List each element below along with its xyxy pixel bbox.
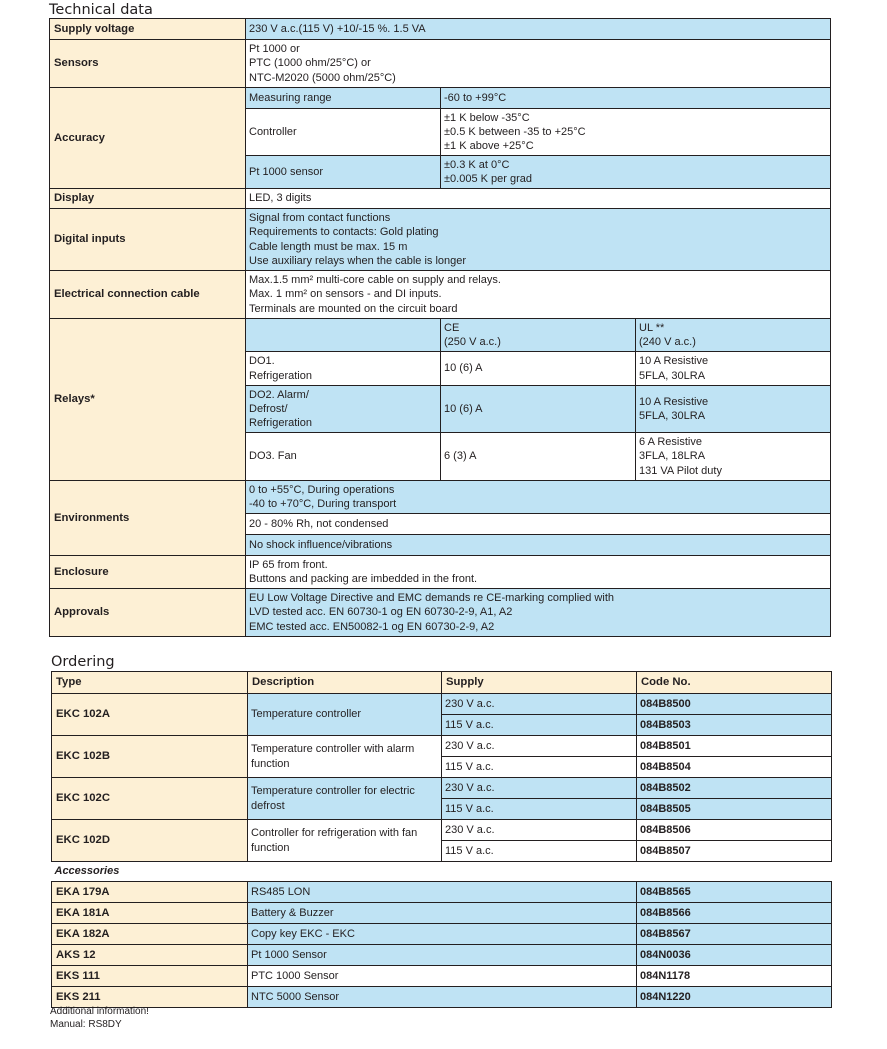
sensors-line: PTC (1000 ohm/25°C) or <box>249 57 371 70</box>
product-type: EKC 102A <box>52 694 248 736</box>
accessory-code: 084N1220 <box>637 987 832 1008</box>
accessory-description: RS485 LON <box>248 882 637 903</box>
accessory-code: 084N0036 <box>637 945 832 966</box>
ul-header-line: (240 V a.c.) <box>639 336 696 348</box>
product-code: 084B8501 <box>637 736 832 757</box>
product-supply: 115 V a.c. <box>442 841 637 862</box>
description-line: Controller for refrigeration with fan <box>251 827 418 840</box>
accessory-type: EKA 181A <box>52 903 248 924</box>
description-line: defrost <box>251 799 285 812</box>
accessory-code: 084B8566 <box>637 903 832 924</box>
relay-ul-line: 6 A Resistive <box>639 436 702 449</box>
product-row <box>52 820 832 841</box>
accessory-row <box>52 945 832 966</box>
product-code: 084B8503 <box>637 715 832 736</box>
row-sensors <box>50 40 831 88</box>
header-type: Type <box>52 672 248 694</box>
ce-header-line: (250 V a.c.) <box>444 336 501 348</box>
electrical-cable-label: Electrical connection cable <box>50 271 246 319</box>
description-line: Temperature controller for electric <box>251 785 415 798</box>
product-description <box>248 778 442 820</box>
relay-name-line: DO3. Fan <box>249 450 297 463</box>
supply-voltage-label: Supply voltage <box>50 19 246 40</box>
controller-accuracy-value <box>441 109 831 156</box>
ordering-header-row <box>52 672 832 694</box>
product-code: 084B8506 <box>637 820 832 841</box>
digital-inputs-line: Requirements to contacts: Gold plating <box>249 226 439 239</box>
relay-name <box>246 352 441 386</box>
technical-data-title: Technical data <box>49 2 153 18</box>
relays-label: Relays* <box>50 319 246 481</box>
technical-data-table <box>49 18 831 637</box>
accuracy-line: ±0.5 K between -35 to +25°C <box>444 125 586 138</box>
product-type: EKC 102B <box>52 736 248 778</box>
measuring-range-value: -60 to +99°C <box>441 88 831 109</box>
enclosure-line: IP 65 from front. <box>249 558 328 571</box>
measuring-range-label: Measuring range <box>246 88 441 109</box>
ordering-title: Ordering <box>51 654 115 670</box>
accessory-description: Pt 1000 Sensor <box>248 945 637 966</box>
accuracy-line: ±0.005 K per grad <box>444 173 532 185</box>
relay-ul-line: 5FLA, 30LRA <box>639 369 706 382</box>
description-line: Temperature controller <box>251 708 362 721</box>
environments-temperature <box>246 481 831 514</box>
product-code: 084B8502 <box>637 778 832 799</box>
ce-header-line: CE <box>444 321 460 334</box>
digital-inputs-line: Signal from contact functions <box>249 211 391 224</box>
accessory-description: Battery & Buzzer <box>248 903 637 924</box>
product-description <box>248 736 442 778</box>
product-supply: 230 V a.c. <box>442 778 637 799</box>
approvals-line: LVD tested acc. EN 60730-1 og EN 60730-2-9, A1, A2 <box>249 606 513 619</box>
accessory-type: AKS 12 <box>52 945 248 966</box>
relay-ul-value <box>636 352 831 386</box>
accessory-row <box>52 966 832 987</box>
accessory-row <box>52 903 832 924</box>
relay-name-line: Refrigeration <box>249 417 312 430</box>
environment-line: -40 to +70°C, During transport <box>249 498 397 510</box>
cable-line: Max. 1 mm² on sensors - and DI inputs. <box>249 288 442 301</box>
approvals-label: Approvals <box>50 589 246 637</box>
ordering-table <box>51 671 832 1008</box>
relay-ul-value <box>636 386 831 433</box>
header-description: Description <box>248 672 442 694</box>
accessory-description: Copy key EKC - EKC <box>248 924 637 945</box>
relay-ul-line: 5FLA, 30LRA <box>639 410 706 422</box>
row-enclosure <box>50 556 831 589</box>
row-supply-voltage <box>50 19 831 40</box>
relay-ul-line: 3FLA, 18LRA <box>639 450 706 463</box>
manual-reference: Manual: RS8DY <box>50 1019 122 1030</box>
digital-inputs-label: Digital inputs <box>50 209 246 271</box>
digital-inputs-line: Use auxiliary relays when the cable is longer <box>249 254 467 267</box>
product-row <box>52 694 832 715</box>
product-supply: 230 V a.c. <box>442 820 637 841</box>
relays-ce-header <box>441 319 636 352</box>
accessories-title: Accessories <box>52 862 832 882</box>
accessory-type: EKS 111 <box>52 966 248 987</box>
accessories-title-row <box>52 862 832 882</box>
relays-ul-header <box>636 319 831 352</box>
relay-ul-line: 10 A Resistive <box>639 395 709 408</box>
relay-name-line: Refrigeration <box>249 369 312 382</box>
relay-ce-value: 6 (3) A <box>441 433 636 481</box>
accessory-code: 084B8567 <box>637 924 832 945</box>
relay-ce-value: 10 (6) A <box>441 352 636 386</box>
accessory-type: EKA 179A <box>52 882 248 903</box>
product-row <box>52 736 832 757</box>
accessory-row <box>52 882 832 903</box>
description-line: Temperature controller with alarm <box>251 743 415 756</box>
header-code: Code No. <box>637 672 832 694</box>
row-display <box>50 189 831 209</box>
product-row <box>52 778 832 799</box>
accessory-row <box>52 987 832 1008</box>
controller-accuracy-label: Controller <box>246 109 441 156</box>
relay-ce-value: 10 (6) A <box>441 386 636 433</box>
product-type: EKC 102C <box>52 778 248 820</box>
approvals-line: EMC tested acc. EN50082-1 og EN 60730-2-9, A2 <box>249 620 495 633</box>
row-accuracy-measuring-range <box>50 88 831 109</box>
supply-voltage-value: 230 V a.c.(115 V) +10/-15 %. 1.5 VA <box>246 19 831 40</box>
row-electrical-cable <box>50 271 831 319</box>
ul-header-line: UL ** <box>639 321 665 334</box>
display-value: LED, 3 digits <box>246 189 831 209</box>
accuracy-line: ±1 K above +25°C <box>444 140 534 153</box>
accessory-row <box>52 924 832 945</box>
product-supply: 115 V a.c. <box>442 715 637 736</box>
environment-line: 0 to +55°C, During operations <box>249 483 395 496</box>
row-digital-inputs <box>50 209 831 271</box>
cable-line: Max.1.5 mm² multi-core cable on supply and relays. <box>249 274 501 287</box>
relay-ul-line: 131 VA Pilot duty <box>639 464 722 477</box>
product-code: 084B8504 <box>637 757 832 778</box>
relay-name-line: DO2. Alarm/ <box>249 388 309 401</box>
accessory-description: PTC 1000 Sensor <box>248 966 637 987</box>
sensors-line: Pt 1000 or <box>249 43 300 56</box>
product-code: 084B8500 <box>637 694 832 715</box>
relay-ul-line: 10 A Resistive <box>639 355 709 368</box>
product-supply: 115 V a.c. <box>442 799 637 820</box>
row-relays-header <box>50 319 831 352</box>
product-type: EKC 102D <box>52 820 248 862</box>
display-label: Display <box>50 189 246 209</box>
product-supply: 230 V a.c. <box>442 736 637 757</box>
product-description <box>248 820 442 862</box>
accessory-code: 084B8565 <box>637 882 832 903</box>
product-supply: 230 V a.c. <box>442 694 637 715</box>
sensors-value <box>246 40 831 88</box>
relay-name-line: DO1. <box>249 355 275 368</box>
accuracy-label: Accuracy <box>50 88 246 189</box>
accessory-type: EKS 211 <box>52 987 248 1008</box>
row-approvals <box>50 589 831 637</box>
product-code: 084B8507 <box>637 841 832 862</box>
environments-shock: No shock influence/vibrations <box>246 535 831 556</box>
row-environments-temp <box>50 481 831 514</box>
description-line: function <box>251 841 290 854</box>
product-supply: 115 V a.c. <box>442 757 637 778</box>
pt1000-accuracy-value <box>441 156 831 189</box>
header-supply: Supply <box>442 672 637 694</box>
pt1000-accuracy-label: Pt 1000 sensor <box>246 156 441 189</box>
accessory-code: 084N1178 <box>637 966 832 987</box>
environments-humidity: 20 - 80% Rh, not condensed <box>246 514 831 535</box>
enclosure-label: Enclosure <box>50 556 246 589</box>
electrical-cable-value <box>246 271 831 319</box>
digital-inputs-line: Cable length must be max. 15 m <box>249 240 408 253</box>
accuracy-line: ±0.3 K at 0°C <box>444 158 510 171</box>
relay-name <box>246 433 441 481</box>
sensors-line: NTC-M2020 (5000 ohm/25°C) <box>249 71 396 84</box>
enclosure-value <box>246 556 831 589</box>
relay-name <box>246 386 441 433</box>
approvals-line: EU Low Voltage Directive and EMC demands re CE-marking complied with <box>249 592 614 605</box>
accuracy-line: ±1 K below -35°C <box>444 111 530 124</box>
enclosure-line: Buttons and packing are imbedded in the front. <box>249 573 478 585</box>
additional-information-note: Additional information! <box>50 1006 149 1017</box>
accessory-description: NTC 5000 Sensor <box>248 987 637 1008</box>
environments-label: Environments <box>50 481 246 556</box>
accessory-type: EKA 182A <box>52 924 248 945</box>
relays-header-blank <box>246 319 441 352</box>
digital-inputs-value <box>246 209 831 271</box>
product-description <box>248 694 442 736</box>
approvals-value <box>246 589 831 637</box>
product-code: 084B8505 <box>637 799 832 820</box>
cable-line: Terminals are mounted on the circuit board <box>249 302 458 315</box>
description-line: function <box>251 757 290 770</box>
relay-ul-value <box>636 433 831 481</box>
sensors-label: Sensors <box>50 40 246 88</box>
relay-name-line: Defrost/ <box>249 402 288 415</box>
